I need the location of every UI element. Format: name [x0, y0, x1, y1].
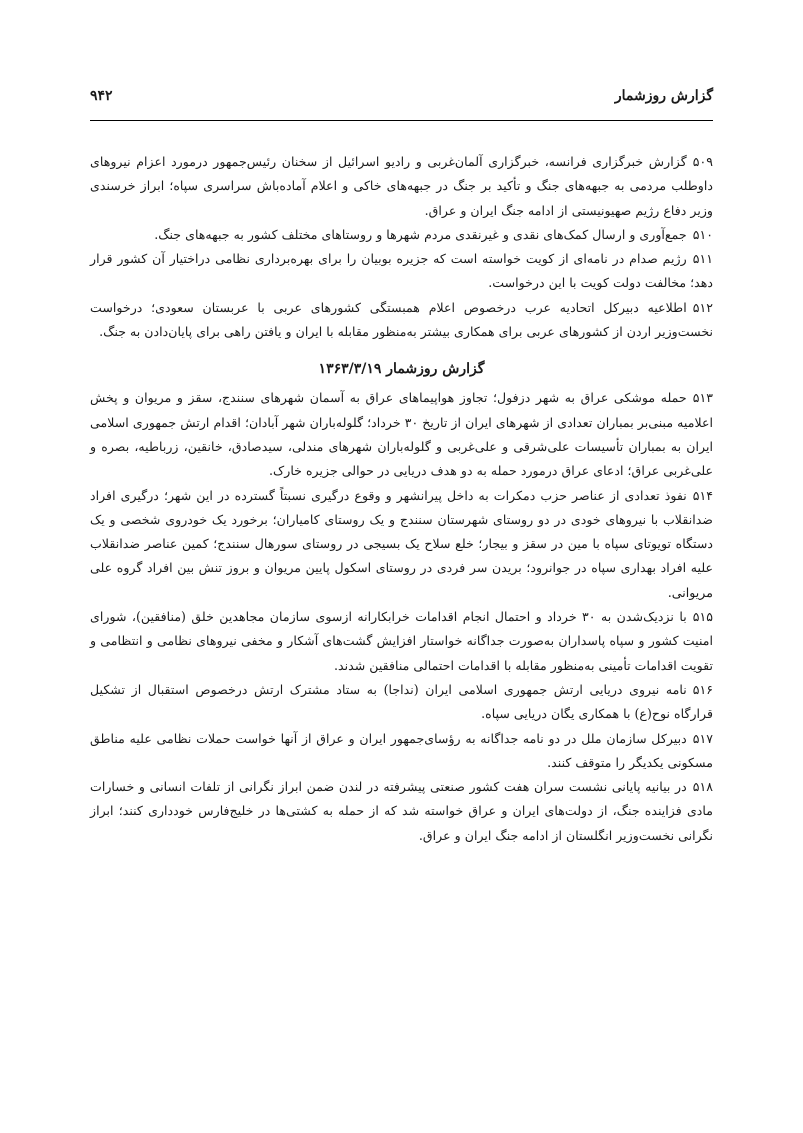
entry-text: حمله موشکی عراق به شهر دزفول؛ تجاوز هواپیماهای عراق به آسمان شهرهای سنندج، سقز و مریوان و پخش اعلامیه مبنی‌بر بمباران تعدادی از شهرهای ایران از تاریخ ۳۰ خرداد؛ گلوله‌باران شهر آبادان؛ اقدام ارتش جمهوری اسلامی ایران به بمباران تأسیسات علی‌شرقی و علی‌غربی و گلوله‌باران شهرهای مندلی، سیدصادق، خانقین، زرباطیه، بصره و علی‌غربی عراق؛ ادعای عراق درمورد حمله به دو هدف دریایی در حوالی جزیره خارک. — [90, 390, 713, 479]
entry-number: ۵۱۶ — [692, 681, 713, 697]
section-heading: گزارش روزشمار ۱۳۶۳/۳/۱۹ — [318, 361, 485, 378]
entry-text: نفوذ تعدادی از عناصر حزب دمکرات به داخل پیرانشهر و وقوع درگیری نسبتاً گسترده در این شهر؛ درگیری افراد ضدانقلاب با نیروهای خودی در دو روستای شهرستان سنندج و یک روستای کامیاران؛ برخورد یک خودروی شخصی و یک دستگاه تویوتای سپاه با مین در سقز و بیجار؛ خلع سلاح یک بسیجی در روستای سورهال سنندج؛ کمین عناصر ضدانقلاب علیه افراد بهداری سپاه در جوانرود؛ بریدن سر فردی در روستای اسکول پایین مریوان و بروز تنش بین افراد گروه علی مریوانی. — [90, 487, 713, 600]
entry — [90, 247, 713, 296]
entry-text: در بیانیه پایانی نشست سران هفت کشور صنعتی پیشرفته در لندن ضمن ابراز نگرانی از تلفات انسانی و خسارات مادی فزاینده جنگ، از دولت‌های ایران و عراق خواسته شد که از حمله به کشتی‌ها در خلیج‌فارس خودداری کنند؛ ابراز نگرانی نخست‌وزیر انگلستان از ادامه جنگ ایران و عراق. — [90, 779, 713, 843]
entry-number: ۵۱۲ — [692, 299, 713, 315]
entry-number: ۵۱۵ — [692, 609, 713, 625]
entry-number: ۵۱۸ — [692, 779, 713, 795]
entry — [90, 150, 713, 223]
entry-text: اطلاعیه دبیرکل اتحادیه عرب درخصوص اعلام همبستگی کشورهای عربی با عربستان سعودی؛ درخواست نخست‌وزیر اردن از کشورهای عربی برای همکاری بیشتر به‌منظور مقابله با ایران و یافتن راهی برای پایان‌دادن به جنگ. — [90, 299, 713, 340]
entry — [90, 605, 713, 678]
entries-block-1 — [90, 150, 713, 344]
entry — [90, 386, 713, 483]
entry — [90, 775, 713, 848]
entry-number: ۵۱۱ — [692, 251, 713, 267]
entry-number: ۵۱۳ — [692, 390, 713, 406]
entry-text: گزارش خبرگزاری فرانسه، خبرگزاری آلمان‌غربی و رادیو اسرائیل از سخنان رئیس‌جمهور درمورد اعزام نیروهای داوطلب مردمی به جبهه‌های جنگ و تأکید بر جنگ در جبهه‌های خاکی و اعلام آماده‌باش سراسری سپاه؛ ابراز خرسندی وزیر دفاع رژیم صهیونیستی از ادامه جنگ ایران و عراق. — [90, 154, 713, 218]
entry — [90, 678, 713, 727]
entry-number: ۵۱۷ — [692, 730, 713, 746]
entry — [90, 484, 713, 605]
entry — [90, 296, 713, 345]
header-rule — [90, 120, 713, 121]
entry-text: دبیرکل سازمان ملل در دو نامه جداگانه به رؤسای‌جمهور ایران و عراق از آنها خواست حملات نظامی علیه مناطق مسکونی یکدیگر را متوقف کنند. — [90, 730, 713, 770]
entry-text: جمع‌آوری و ارسال کمک‌های نقدی و غیرنقدی مردم شهرها و روستاهای مختلف کشور به جبهه‌های جنگ. — [154, 226, 687, 242]
entry-text: نامه نیروی دریایی ارتش جمهوری اسلامی ایران (نداجا) به ستاد مشترک ارتش درخصوص استقبال از تشکیل قرارگاه نوح(ع) با همکاری یگان دریایی سپاه. — [90, 681, 713, 722]
entry-number: ۵۱۰ — [692, 226, 713, 242]
entry-text: با نزدیک‌شدن به ۳۰ خرداد و احتمال انجام اقدامات خرابکارانه ازسوی سازمان مجاهدین خلق (منافقین)، شورای امنیت کشور و سپاه پاسداران به‌صورت جداگانه خواستار افزایش گشت‌های آشکار و مخفی نیروهای نظامی و انتظامی و تقویت اقدامات تأمینی به‌منظور مقابله با اقدامات احتمالی منافقین شدند. — [90, 609, 713, 673]
entries-block-2 — [90, 386, 713, 848]
entry — [90, 727, 713, 776]
running-header — [90, 88, 713, 112]
entry-number: ۵۰۹ — [692, 154, 713, 169]
entry-text: رژیم صدام در نامه‌ای از کویت خواسته است که جزیره بوبیان را برای بهره‌برداری نظامی دراختیار آن کشور قرار دهد؛ مخالفت دولت کویت با این درخواست. — [90, 251, 713, 291]
entry-number: ۵۱۴ — [692, 487, 713, 503]
page-number: ۹۴۲ — [90, 88, 113, 104]
running-title: گزارش روزشمار — [614, 88, 713, 104]
document-body — [90, 150, 713, 848]
entry — [90, 223, 713, 247]
